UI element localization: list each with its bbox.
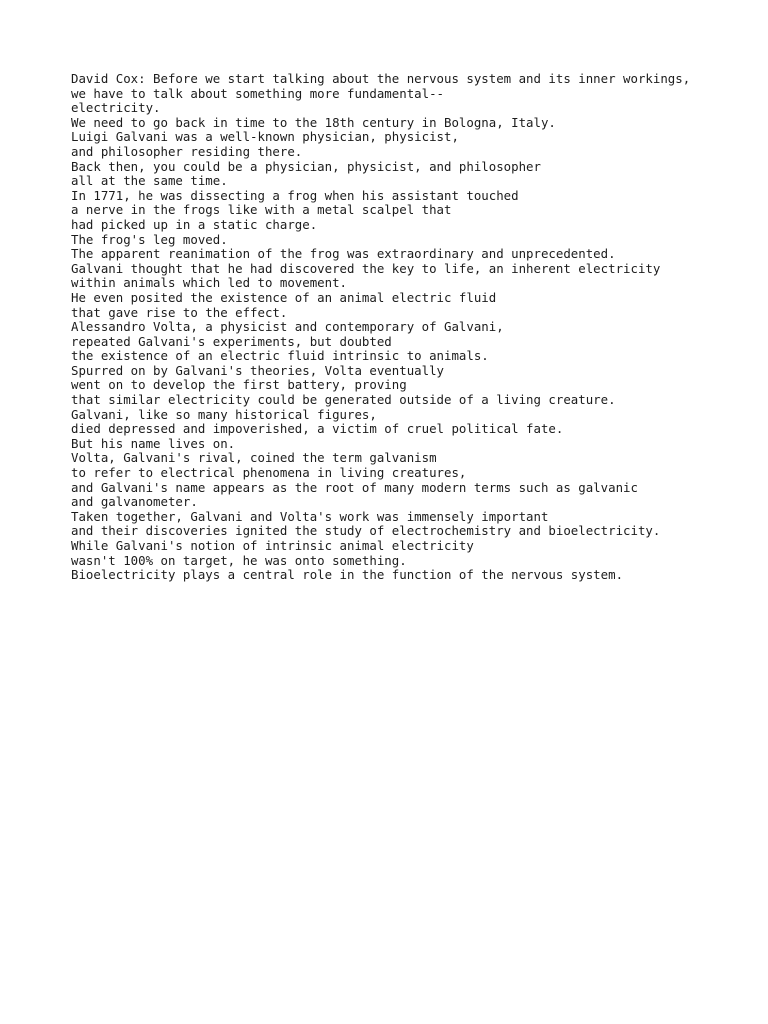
- transcript-line: But his name lives on.: [71, 435, 236, 451]
- transcript-line: Volta, Galvani's rival, coined the term galvanism: [71, 450, 437, 466]
- transcript-line: the existence of an electric fluid intrinsic to animals.: [71, 348, 489, 364]
- transcript-line: The apparent reanimation of the frog was extraordinary and unprecedented.: [71, 246, 616, 262]
- transcript-line: electricity.: [71, 100, 161, 116]
- transcript-line: Alessandro Volta, a physicist and contemporary of Galvani,: [71, 319, 504, 335]
- transcript-line: The frog's leg moved.: [71, 231, 228, 247]
- transcript-line: In 1771, he was dissecting a frog when his assistant touched: [71, 187, 519, 203]
- transcript-line: Galvani, like so many historical figures,: [71, 406, 377, 422]
- transcript-line: He even posited the existence of an animal electric fluid: [71, 289, 497, 305]
- transcript-line: Galvani thought that he had discovered the key to life, an inherent electricity: [71, 260, 661, 276]
- transcript-line: Back then, you could be a physician, physicist, and philosopher: [71, 158, 541, 174]
- transcript-line: we have to talk about something more fundamental--: [71, 85, 444, 101]
- transcript-line: to refer to electrical phenomena in living creatures,: [71, 465, 467, 481]
- transcript-line: all at the same time.: [71, 173, 228, 189]
- transcript-line: died depressed and impoverished, a victim of cruel political fate.: [71, 421, 564, 437]
- transcript-line: Luigi Galvani was a well-known physician, physicist,: [71, 129, 459, 145]
- transcript-text: [71, 72, 751, 583]
- transcript-line: David Cox: Before we start talking about the nervous system and its inner workings,: [71, 71, 691, 86]
- transcript-line: within animals which led to movement.: [71, 275, 348, 291]
- transcript-line: and galvanometer.: [71, 494, 198, 510]
- transcript-line: that gave rise to the effect.: [71, 304, 288, 320]
- transcript-line: wasn't 100% on target, he was onto something.: [71, 552, 407, 568]
- transcript-line: went on to develop the first battery, proving: [71, 377, 407, 393]
- transcript-line: and Galvani's name appears as the root of many modern terms such as galvanic: [71, 479, 638, 495]
- transcript-line: and philosopher residing there.: [71, 143, 303, 159]
- transcript-line: Taken together, Galvani and Volta's work was immensely important: [71, 508, 549, 524]
- transcript-line: Spurred on by Galvani's theories, Volta eventually: [71, 362, 444, 378]
- transcript-line: had picked up in a static charge.: [71, 216, 318, 232]
- transcript-line: Bioelectricity plays a central role in the function of the nervous system.: [71, 567, 624, 583]
- transcript-line: that similar electricity could be generated outside of a living creature.: [71, 392, 616, 408]
- transcript-line: repeated Galvani's experiments, but doubted: [71, 333, 392, 349]
- transcript-line: a nerve in the frogs like with a metal scalpel that: [71, 202, 452, 218]
- transcript-line: We need to go back in time to the 18th century in Bologna, Italy.: [71, 114, 556, 130]
- transcript-line: and their discoveries ignited the study of electrochemistry and bioelectricity.: [71, 523, 661, 539]
- transcript-line: While Galvani's notion of intrinsic animal electricity: [71, 538, 474, 553]
